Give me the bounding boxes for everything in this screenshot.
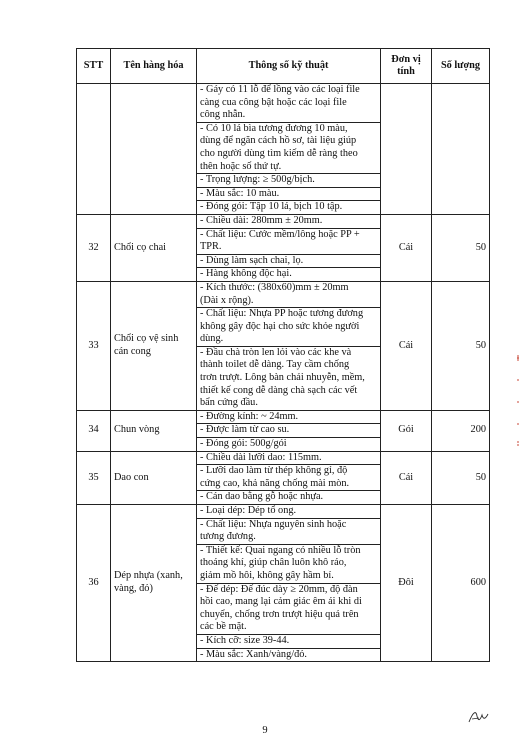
cell-spec: [197, 84, 381, 215]
spec-line: tương đương.: [200, 531, 256, 543]
cell-qty: 50: [432, 451, 490, 504]
header-stt: STT: [77, 49, 111, 84]
spec-line: thên hoặc số thứ tự.: [200, 160, 282, 172]
spec-line: - Được làm từ cao su.: [197, 423, 380, 437]
cell-stt: 36: [77, 505, 111, 662]
table-row: [77, 451, 490, 504]
table-row: [77, 281, 490, 410]
spec-line: thành toilet dễ dàng. Tay cầm chống: [200, 359, 350, 371]
cell-name: Dép nhựa (xanh, vàng, đỏ): [111, 505, 197, 662]
spec-line: công nhẫn.: [200, 109, 246, 121]
spec-line: cứng cao, khả năng chống mài mòn.: [200, 477, 350, 489]
spec-line: - Đóng gói: 500g/gói: [197, 437, 380, 451]
spec-line: - Kích thước: (380x60)mm ± 20mm: [200, 281, 349, 293]
cell-stt: 33: [77, 281, 111, 410]
spec-line: - Trọng lượng: ≥ 500g/bịch.: [197, 173, 380, 187]
cell-unit: Đôi: [381, 505, 432, 662]
spec-line: - Loại dép: Dép tổ ong.: [200, 505, 297, 516]
cell-qty: [432, 84, 490, 215]
cell-spec: [197, 451, 381, 504]
spec-line: TPR.: [200, 241, 222, 253]
spec-line: hồi cao, mang lại cảm giác êm ái khi di: [200, 596, 362, 608]
page-number: 9: [262, 725, 268, 736]
spec-line: không gây độc hại cho sức khỏe người: [200, 320, 360, 332]
spec-line: chuyển, chống trơn trượt hiệu quả trên: [200, 608, 359, 620]
cell-name: Chổi cọ chai: [111, 214, 197, 281]
table-row: [77, 505, 490, 662]
spec-line: bẩn cứng đầu.: [200, 397, 258, 409]
spec-line: càng cua công bật hoặc các loại file: [200, 96, 347, 108]
spec-line: thoáng khí, giúp chân luôn khô ráo,: [200, 557, 347, 569]
cell-name: Dao con: [111, 451, 197, 504]
cell-unit: [381, 84, 432, 215]
goods-spec-table: [76, 48, 490, 662]
scan-margin-marks: [513, 350, 523, 450]
spec-line: - Đầu chà tròn len lỏi vào các khe và: [197, 346, 380, 360]
header-qty: Số lượng: [432, 49, 490, 84]
spec-line: cho người dùng tìm kiếm dễ ràng theo: [200, 147, 358, 159]
cell-stt: [77, 84, 111, 215]
spec-line: - Màu sắc: 10 màu.: [197, 187, 380, 201]
spec-line: các bề mặt.: [200, 621, 247, 633]
cell-unit: Gói: [381, 410, 432, 451]
table-row: [77, 410, 490, 451]
spec-line: - Thiết kế: Quai ngang có nhiều lỗ tròn: [197, 544, 380, 558]
spec-line: - Chất liệu: Nhựa nguyên sinh hoặc: [197, 518, 380, 532]
spec-line: - Chiều dài: 280mm ± 20mm.: [200, 214, 323, 226]
cell-spec: [197, 281, 381, 410]
spec-line: dùng để ngăn cách hồ sơ, tài liệu giúp: [200, 135, 357, 147]
cell-qty: 600: [432, 505, 490, 662]
spec-line: thiết kế cong dễ dàng chà sạch các vết: [200, 384, 358, 396]
cell-qty: 200: [432, 410, 490, 451]
header-unit: Đơn vị tính: [381, 49, 432, 84]
spec-line: trơn trượt. Lông bàn chải nhuyễn, mềm,: [200, 372, 365, 384]
header-spec: Thông số kỹ thuật: [197, 49, 381, 84]
cell-spec: [197, 410, 381, 451]
header-name: Tên hàng hóa: [111, 49, 197, 84]
handwritten-initials: [467, 708, 493, 726]
cell-name: Chun vòng: [111, 410, 197, 451]
cell-unit: Cái: [381, 281, 432, 410]
spec-line: (Dài x rộng).: [200, 294, 254, 306]
spec-line: - Kích cỡ: size 39-44.: [197, 634, 380, 648]
cell-qty: 50: [432, 214, 490, 281]
cell-stt: 34: [77, 410, 111, 451]
cell-spec: [197, 505, 381, 662]
spec-line: dùng.: [200, 333, 224, 345]
cell-qty: 50: [432, 281, 490, 410]
table-header-row: [77, 49, 490, 84]
spec-line: - Cán dao bằng gỗ hoặc nhựa.: [197, 490, 380, 504]
spec-line: - Lưỡi dao làm từ thép không gỉ, độ: [197, 464, 380, 478]
cell-name: Chổi cọ vệ sinh cán cong: [111, 281, 197, 410]
spec-line: - Dùng làm sạch chai, lọ.: [197, 254, 380, 268]
spec-line: - Đế dép: Đế đúc dày ≥ 20mm, độ đàn: [197, 583, 380, 597]
table-row: [77, 214, 490, 281]
spec-line: - Chất liệu: Cước mềm/lông hoặc PP +: [197, 228, 380, 242]
spec-line: giảm mồ hôi, không gây hầm bí.: [200, 569, 334, 581]
cell-unit: Cái: [381, 451, 432, 504]
spec-line: - Hàng không độc hại.: [197, 267, 380, 281]
cell-stt: 35: [77, 451, 111, 504]
cell-stt: 32: [77, 214, 111, 281]
spec-line: - Gáy có 11 lỗ để lồng vào các loại file: [200, 84, 360, 95]
cell-unit: Cái: [381, 214, 432, 281]
table-row-continuation: [77, 84, 490, 215]
spec-line: - Màu sắc: Xanh/vàng/đỏ.: [197, 648, 380, 662]
cell-name: [111, 84, 197, 215]
cell-spec: [197, 214, 381, 281]
spec-line: - Đường kính: ~ 24mm.: [200, 410, 299, 422]
spec-line: - Chiều dài lưỡi dao: 115mm.: [200, 451, 322, 463]
spec-line: - Chất liệu: Nhựa PP hoặc tương đương: [197, 307, 380, 321]
spec-line: - Có 10 lá bìa tương đương 10 màu,: [197, 122, 380, 136]
spec-line: - Đóng gói: Tập 10 lá, bịch 10 tập.: [197, 200, 380, 214]
